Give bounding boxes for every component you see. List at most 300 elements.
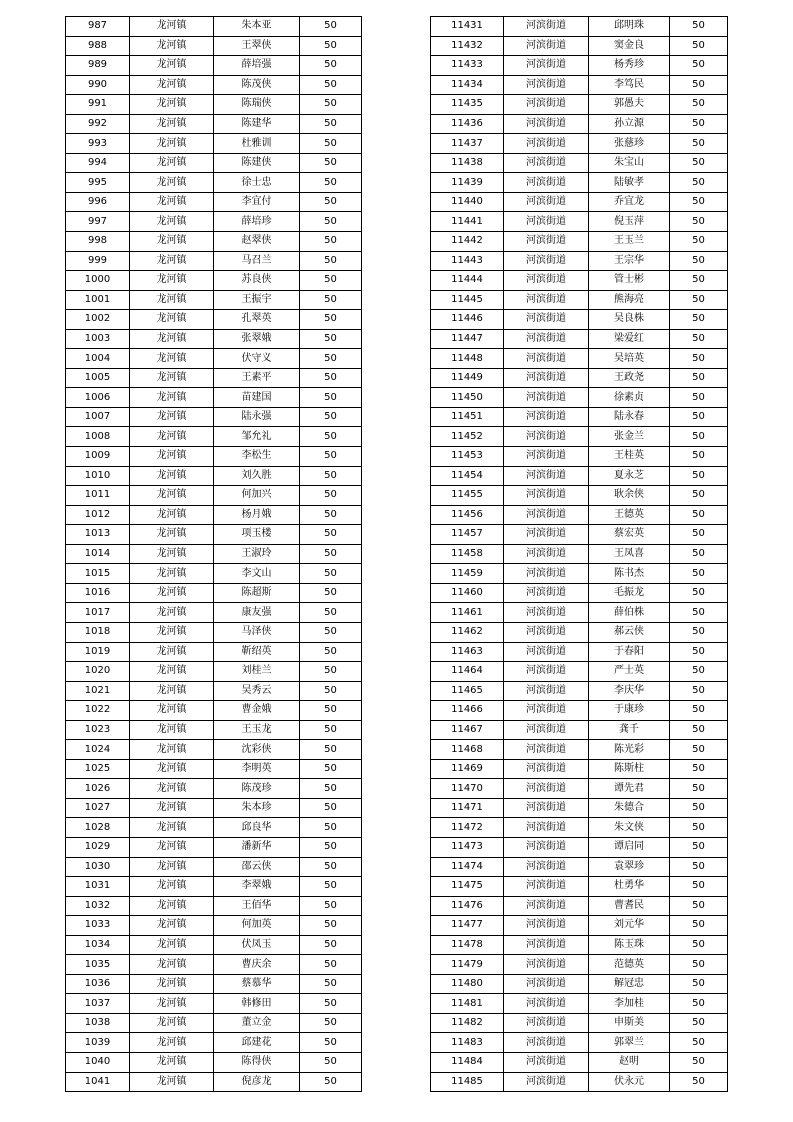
table-row xyxy=(431,642,728,662)
town-cell: 河滨街道 xyxy=(504,36,589,56)
table-row xyxy=(431,114,728,134)
amount-cell: 50 xyxy=(670,622,728,642)
town-cell: 河滨街道 xyxy=(504,466,589,486)
amount-cell: 50 xyxy=(300,837,362,857)
table-row xyxy=(66,955,362,975)
serial-number-cell: 1018 xyxy=(66,622,130,642)
serial-number-cell: 11431 xyxy=(431,17,504,37)
serial-number-cell: 1002 xyxy=(66,310,130,330)
name-cell: 龚千 xyxy=(589,720,670,740)
name-cell: 陆永春 xyxy=(589,407,670,427)
amount-cell: 50 xyxy=(670,779,728,799)
name-cell: 解冠忠 xyxy=(589,974,670,994)
name-cell: 韩修田 xyxy=(214,994,300,1014)
amount-cell: 50 xyxy=(670,994,728,1014)
amount-cell: 50 xyxy=(300,466,362,486)
serial-number-cell: 11481 xyxy=(431,994,504,1014)
name-cell: 苏良侠 xyxy=(214,271,300,291)
name-cell: 陈瑞侠 xyxy=(214,95,300,115)
amount-cell: 50 xyxy=(300,310,362,330)
town-cell: 河滨街道 xyxy=(504,525,589,545)
table-row xyxy=(431,310,728,330)
town-cell: 河滨街道 xyxy=(504,603,589,623)
amount-cell: 50 xyxy=(300,153,362,173)
table-row xyxy=(66,388,362,408)
amount-cell: 50 xyxy=(670,916,728,936)
town-cell: 河滨街道 xyxy=(504,877,589,897)
table-row xyxy=(431,1033,728,1053)
serial-number-cell: 11482 xyxy=(431,1013,504,1033)
town-cell: 龙河镇 xyxy=(130,877,214,897)
town-cell: 河滨街道 xyxy=(504,720,589,740)
serial-number-cell: 11472 xyxy=(431,818,504,838)
name-cell: 陈建侠 xyxy=(214,153,300,173)
town-cell: 河滨街道 xyxy=(504,818,589,838)
amount-cell: 50 xyxy=(670,56,728,76)
amount-cell: 50 xyxy=(300,759,362,779)
name-cell: 李文山 xyxy=(214,564,300,584)
amount-cell: 50 xyxy=(300,407,362,427)
table-row xyxy=(66,994,362,1014)
town-cell: 龙河镇 xyxy=(130,310,214,330)
name-cell: 邱明珠 xyxy=(589,17,670,37)
serial-number-cell: 1003 xyxy=(66,329,130,349)
serial-number-cell: 11483 xyxy=(431,1033,504,1053)
town-cell: 河滨街道 xyxy=(504,329,589,349)
name-cell: 陈玉珠 xyxy=(589,935,670,955)
serial-number-cell: 1028 xyxy=(66,818,130,838)
serial-number-cell: 11449 xyxy=(431,368,504,388)
amount-cell: 50 xyxy=(300,974,362,994)
name-cell: 赵翠侠 xyxy=(214,232,300,252)
serial-number-cell: 11477 xyxy=(431,916,504,936)
town-cell: 龙河镇 xyxy=(130,486,214,506)
serial-number-cell: 1019 xyxy=(66,642,130,662)
name-cell: 伏永元 xyxy=(589,1072,670,1092)
amount-cell: 50 xyxy=(670,290,728,310)
town-cell: 河滨街道 xyxy=(504,349,589,369)
name-cell: 伏凤玉 xyxy=(214,935,300,955)
table-row xyxy=(66,349,362,369)
amount-cell: 50 xyxy=(670,525,728,545)
table-row xyxy=(66,662,362,682)
serial-number-cell: 991 xyxy=(66,95,130,115)
name-cell: 朱本珍 xyxy=(214,798,300,818)
town-cell: 龙河镇 xyxy=(130,896,214,916)
town-cell: 河滨街道 xyxy=(504,955,589,975)
town-cell: 河滨街道 xyxy=(504,56,589,76)
town-cell: 河滨街道 xyxy=(504,916,589,936)
amount-cell: 50 xyxy=(670,427,728,447)
table-row xyxy=(66,17,362,37)
serial-number-cell: 1011 xyxy=(66,486,130,506)
serial-number-cell: 11479 xyxy=(431,955,504,975)
amount-cell: 50 xyxy=(670,271,728,291)
name-cell: 王玉兰 xyxy=(589,232,670,252)
amount-cell: 50 xyxy=(670,251,728,271)
name-cell: 毛振龙 xyxy=(589,583,670,603)
table-row xyxy=(66,134,362,154)
amount-cell: 50 xyxy=(670,407,728,427)
table-row xyxy=(431,916,728,936)
serial-number-cell: 11478 xyxy=(431,935,504,955)
name-cell: 朱文侠 xyxy=(589,818,670,838)
table-row xyxy=(431,974,728,994)
amount-cell: 50 xyxy=(300,486,362,506)
serial-number-cell: 11475 xyxy=(431,877,504,897)
amount-cell: 50 xyxy=(300,505,362,525)
table-row xyxy=(66,486,362,506)
table-row xyxy=(66,720,362,740)
amount-cell: 50 xyxy=(300,388,362,408)
town-cell: 河滨街道 xyxy=(504,407,589,427)
table-row xyxy=(66,974,362,994)
amount-cell: 50 xyxy=(670,1072,728,1092)
serial-number-cell: 11474 xyxy=(431,857,504,877)
serial-number-cell: 11443 xyxy=(431,251,504,271)
table-row xyxy=(431,407,728,427)
table-row xyxy=(66,232,362,252)
name-cell: 孔翠英 xyxy=(214,310,300,330)
name-cell: 沈彩侠 xyxy=(214,740,300,760)
town-cell: 龙河镇 xyxy=(130,642,214,662)
table-row xyxy=(66,368,362,388)
serial-number-cell: 1036 xyxy=(66,974,130,994)
table-row xyxy=(431,857,728,877)
amount-cell: 50 xyxy=(670,701,728,721)
name-cell: 徐素贞 xyxy=(589,388,670,408)
name-cell: 窦金良 xyxy=(589,36,670,56)
amount-cell: 50 xyxy=(300,1072,362,1092)
name-cell: 李松生 xyxy=(214,447,300,467)
name-cell: 杜雅训 xyxy=(214,134,300,154)
serial-number-cell: 1030 xyxy=(66,857,130,877)
name-cell: 陈建华 xyxy=(214,114,300,134)
town-cell: 龙河镇 xyxy=(130,798,214,818)
serial-number-cell: 11438 xyxy=(431,153,504,173)
name-cell: 李宜付 xyxy=(214,192,300,212)
town-cell: 龙河镇 xyxy=(130,212,214,232)
serial-number-cell: 11439 xyxy=(431,173,504,193)
table-row xyxy=(431,1072,728,1092)
table-row xyxy=(66,75,362,95)
serial-number-cell: 11485 xyxy=(431,1072,504,1092)
serial-number-cell: 1041 xyxy=(66,1072,130,1092)
amount-cell: 50 xyxy=(300,368,362,388)
amount-cell: 50 xyxy=(670,17,728,37)
town-cell: 龙河镇 xyxy=(130,447,214,467)
name-cell: 夏永芝 xyxy=(589,466,670,486)
town-cell: 龙河镇 xyxy=(130,603,214,623)
town-cell: 河滨街道 xyxy=(504,271,589,291)
amount-cell: 50 xyxy=(670,857,728,877)
amount-cell: 50 xyxy=(300,701,362,721)
name-cell: 何加兴 xyxy=(214,486,300,506)
serial-number-cell: 11458 xyxy=(431,544,504,564)
name-cell: 刘元华 xyxy=(589,916,670,936)
table-row xyxy=(66,642,362,662)
name-cell: 王玉龙 xyxy=(214,720,300,740)
table-row xyxy=(431,17,728,37)
name-cell: 郭愚夫 xyxy=(589,95,670,115)
name-cell: 王桂英 xyxy=(589,447,670,467)
serial-number-cell: 11446 xyxy=(431,310,504,330)
amount-cell: 50 xyxy=(300,1033,362,1053)
amount-cell: 50 xyxy=(670,935,728,955)
table-row xyxy=(431,662,728,682)
serial-number-cell: 989 xyxy=(66,56,130,76)
name-cell: 陈茂侠 xyxy=(214,75,300,95)
table-row xyxy=(431,56,728,76)
serial-number-cell: 1037 xyxy=(66,994,130,1014)
serial-number-cell: 987 xyxy=(66,17,130,37)
serial-number-cell: 1017 xyxy=(66,603,130,623)
table-row xyxy=(431,701,728,721)
table-row xyxy=(431,486,728,506)
town-cell: 龙河镇 xyxy=(130,17,214,37)
town-cell: 龙河镇 xyxy=(130,368,214,388)
town-cell: 河滨街道 xyxy=(504,427,589,447)
serial-number-cell: 11473 xyxy=(431,837,504,857)
table-row xyxy=(66,329,362,349)
name-cell: 吴良株 xyxy=(589,310,670,330)
amount-cell: 50 xyxy=(300,544,362,564)
town-cell: 龙河镇 xyxy=(130,564,214,584)
name-cell: 李加桂 xyxy=(589,994,670,1014)
town-cell: 龙河镇 xyxy=(130,349,214,369)
serial-number-cell: 1034 xyxy=(66,935,130,955)
name-cell: 蔡慕华 xyxy=(214,974,300,994)
table-row xyxy=(66,583,362,603)
serial-number-cell: 11464 xyxy=(431,662,504,682)
table-row xyxy=(431,212,728,232)
amount-cell: 50 xyxy=(670,896,728,916)
town-cell: 河滨街道 xyxy=(504,896,589,916)
name-cell: 郭翠兰 xyxy=(589,1033,670,1053)
serial-number-cell: 1020 xyxy=(66,662,130,682)
amount-cell: 50 xyxy=(670,36,728,56)
town-cell: 龙河镇 xyxy=(130,1013,214,1033)
table-row xyxy=(431,447,728,467)
serial-number-cell: 1004 xyxy=(66,349,130,369)
serial-number-cell: 1014 xyxy=(66,544,130,564)
name-cell: 严士英 xyxy=(589,662,670,682)
table-row xyxy=(431,994,728,1014)
amount-cell: 50 xyxy=(670,134,728,154)
amount-cell: 50 xyxy=(300,681,362,701)
table-row xyxy=(66,896,362,916)
town-cell: 龙河镇 xyxy=(130,329,214,349)
amount-cell: 50 xyxy=(670,192,728,212)
table-row xyxy=(66,622,362,642)
amount-cell: 50 xyxy=(670,388,728,408)
name-cell: 张翠娥 xyxy=(214,329,300,349)
serial-number-cell: 1022 xyxy=(66,701,130,721)
table-row xyxy=(66,192,362,212)
amount-cell: 50 xyxy=(300,447,362,467)
serial-number-cell: 11453 xyxy=(431,447,504,467)
table-row xyxy=(66,603,362,623)
town-cell: 龙河镇 xyxy=(130,290,214,310)
name-cell: 王振宇 xyxy=(214,290,300,310)
town-cell: 龙河镇 xyxy=(130,36,214,56)
table-row xyxy=(431,877,728,897)
serial-number-cell: 11450 xyxy=(431,388,504,408)
town-cell: 龙河镇 xyxy=(130,466,214,486)
town-cell: 龙河镇 xyxy=(130,544,214,564)
town-cell: 龙河镇 xyxy=(130,622,214,642)
name-cell: 邵云侠 xyxy=(214,857,300,877)
amount-cell: 50 xyxy=(670,447,728,467)
name-cell: 王德英 xyxy=(589,505,670,525)
name-cell: 陈书杰 xyxy=(589,564,670,584)
name-cell: 谭启同 xyxy=(589,837,670,857)
table-row xyxy=(431,290,728,310)
amount-cell: 50 xyxy=(300,622,362,642)
amount-cell: 50 xyxy=(300,896,362,916)
town-cell: 龙河镇 xyxy=(130,720,214,740)
town-cell: 龙河镇 xyxy=(130,134,214,154)
serial-number-cell: 1006 xyxy=(66,388,130,408)
town-cell: 河滨街道 xyxy=(504,544,589,564)
serial-number-cell: 1029 xyxy=(66,837,130,857)
name-cell: 朱宝山 xyxy=(589,153,670,173)
table-row xyxy=(66,701,362,721)
table-row xyxy=(66,56,362,76)
town-cell: 龙河镇 xyxy=(130,1072,214,1092)
serial-number-cell: 11451 xyxy=(431,407,504,427)
town-cell: 龙河镇 xyxy=(130,681,214,701)
name-cell: 赵明 xyxy=(589,1052,670,1072)
serial-number-cell: 994 xyxy=(66,153,130,173)
name-cell: 倪彦龙 xyxy=(214,1072,300,1092)
amount-cell: 50 xyxy=(670,95,728,115)
serial-number-cell: 1024 xyxy=(66,740,130,760)
serial-number-cell: 11452 xyxy=(431,427,504,447)
table-row xyxy=(431,935,728,955)
town-cell: 龙河镇 xyxy=(130,583,214,603)
amount-cell: 50 xyxy=(670,662,728,682)
serial-number-cell: 11466 xyxy=(431,701,504,721)
name-cell: 薛培珍 xyxy=(214,212,300,232)
name-cell: 张金兰 xyxy=(589,427,670,447)
serial-number-cell: 1039 xyxy=(66,1033,130,1053)
serial-number-cell: 1012 xyxy=(66,505,130,525)
amount-cell: 50 xyxy=(670,837,728,857)
amount-cell: 50 xyxy=(670,1052,728,1072)
name-cell: 于春阳 xyxy=(589,642,670,662)
amount-cell: 50 xyxy=(300,525,362,545)
town-cell: 龙河镇 xyxy=(130,271,214,291)
table-row xyxy=(66,916,362,936)
table-row xyxy=(431,251,728,271)
amount-cell: 50 xyxy=(300,603,362,623)
name-cell: 王宗华 xyxy=(589,251,670,271)
table-row xyxy=(431,134,728,154)
name-cell: 郝云侠 xyxy=(589,622,670,642)
amount-cell: 50 xyxy=(300,662,362,682)
name-cell: 伏守义 xyxy=(214,349,300,369)
name-cell: 申斯美 xyxy=(589,1013,670,1033)
town-cell: 龙河镇 xyxy=(130,1052,214,1072)
serial-number-cell: 992 xyxy=(66,114,130,134)
amount-cell: 50 xyxy=(300,114,362,134)
table-row xyxy=(431,896,728,916)
town-cell: 河滨街道 xyxy=(504,681,589,701)
amount-cell: 50 xyxy=(300,251,362,271)
amount-cell: 50 xyxy=(670,349,728,369)
town-cell: 河滨街道 xyxy=(504,994,589,1014)
amount-cell: 50 xyxy=(300,232,362,252)
table-row xyxy=(431,192,728,212)
table-row xyxy=(66,877,362,897)
serial-number-cell: 988 xyxy=(66,36,130,56)
serial-number-cell: 11433 xyxy=(431,56,504,76)
serial-number-cell: 11460 xyxy=(431,583,504,603)
serial-number-cell: 1010 xyxy=(66,466,130,486)
table-row xyxy=(66,818,362,838)
serial-number-cell: 1040 xyxy=(66,1052,130,1072)
amount-cell: 50 xyxy=(300,798,362,818)
table-row xyxy=(66,427,362,447)
town-cell: 河滨街道 xyxy=(504,935,589,955)
name-cell: 杨月娥 xyxy=(214,505,300,525)
name-cell: 孙立源 xyxy=(589,114,670,134)
serial-number-cell: 11459 xyxy=(431,564,504,584)
table-row xyxy=(431,173,728,193)
serial-number-cell: 11471 xyxy=(431,798,504,818)
town-cell: 河滨街道 xyxy=(504,290,589,310)
table-row xyxy=(431,36,728,56)
town-cell: 河滨街道 xyxy=(504,232,589,252)
amount-cell: 50 xyxy=(670,759,728,779)
name-cell: 范德英 xyxy=(589,955,670,975)
serial-number-cell: 997 xyxy=(66,212,130,232)
table-row xyxy=(66,466,362,486)
town-cell: 龙河镇 xyxy=(130,935,214,955)
serial-number-cell: 11468 xyxy=(431,740,504,760)
table-row xyxy=(431,349,728,369)
amount-cell: 50 xyxy=(300,271,362,291)
name-cell: 陆敏孝 xyxy=(589,173,670,193)
town-cell: 河滨街道 xyxy=(504,17,589,37)
amount-cell: 50 xyxy=(670,114,728,134)
amount-cell: 50 xyxy=(300,877,362,897)
serial-number-cell: 1016 xyxy=(66,583,130,603)
town-cell: 龙河镇 xyxy=(130,818,214,838)
serial-number-cell: 1009 xyxy=(66,447,130,467)
amount-cell: 50 xyxy=(670,642,728,662)
name-cell: 陈茂珍 xyxy=(214,779,300,799)
table-row xyxy=(66,114,362,134)
amount-cell: 50 xyxy=(300,818,362,838)
name-cell: 何加英 xyxy=(214,916,300,936)
table-row xyxy=(431,232,728,252)
serial-number-cell: 11484 xyxy=(431,1052,504,1072)
town-cell: 龙河镇 xyxy=(130,740,214,760)
table-row xyxy=(66,212,362,232)
name-cell: 靳绍英 xyxy=(214,642,300,662)
town-cell: 龙河镇 xyxy=(130,857,214,877)
town-cell: 河滨街道 xyxy=(504,173,589,193)
serial-number-cell: 999 xyxy=(66,251,130,271)
amount-cell: 50 xyxy=(670,173,728,193)
amount-cell: 50 xyxy=(300,329,362,349)
name-cell: 陆永强 xyxy=(214,407,300,427)
name-cell: 刘久胜 xyxy=(214,466,300,486)
name-cell: 杜勇华 xyxy=(589,877,670,897)
amount-cell: 50 xyxy=(670,583,728,603)
